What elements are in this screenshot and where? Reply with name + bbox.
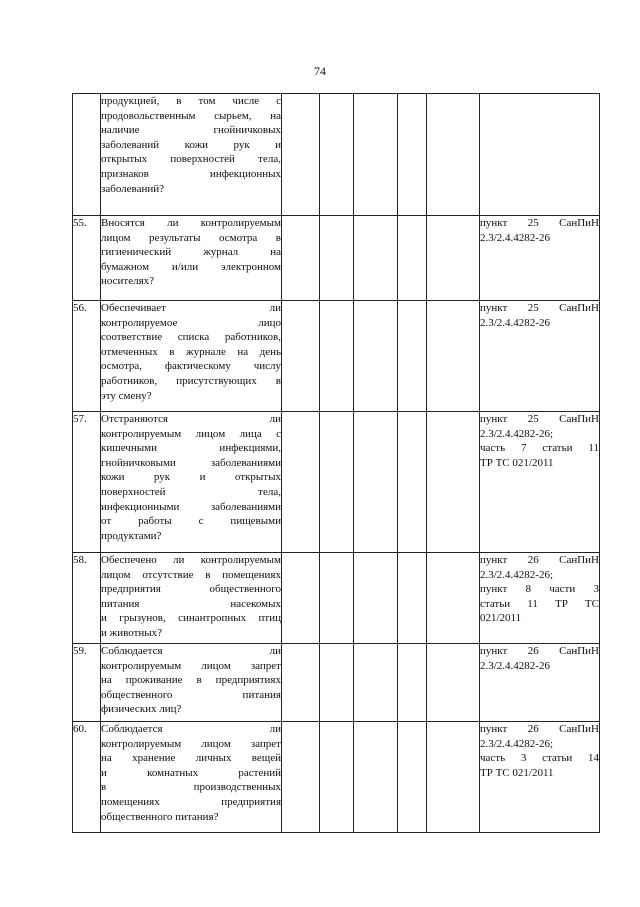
question-line: гнойничковыми заболеваниями [101, 456, 281, 469]
empty-cell [398, 412, 427, 553]
question-line: общественного питания? [101, 810, 219, 823]
empty-cell [354, 412, 398, 553]
reference-line: ТР ТС 021/2011 [480, 766, 554, 779]
empty-cell [282, 412, 320, 553]
empty-cell [282, 553, 320, 644]
table-row [73, 94, 600, 216]
reference-cell [480, 216, 600, 301]
empty-cell [320, 412, 354, 553]
empty-cell [398, 94, 427, 216]
empty-cell [354, 94, 398, 216]
reference-line: пункт 26 СанПиН [480, 723, 599, 735]
reference-cell [480, 94, 600, 216]
table-row [73, 644, 600, 722]
empty-cell [282, 722, 320, 833]
empty-cell [320, 644, 354, 722]
question-line: на проживание в предприятиях [101, 674, 281, 687]
item-number: 56. [73, 301, 101, 412]
empty-cell [398, 301, 427, 412]
empty-cell [354, 216, 398, 301]
question-cell [101, 412, 282, 553]
question-line: открытых поверхностей тела, [101, 153, 281, 166]
checklist-table [72, 93, 600, 833]
reference-line: 2.3/2.4.4282-26; [480, 427, 554, 440]
question-cell [101, 722, 282, 833]
question-line: Отстраняются ли [101, 413, 281, 425]
question-line: и грызунов, синантропных птиц [101, 612, 281, 625]
empty-cell [427, 722, 480, 833]
question-line: Соблюдается ли [101, 645, 281, 657]
reference-line: пункт 8 части 3 [480, 583, 599, 596]
page-number: 74 [314, 64, 326, 78]
empty-cell [398, 553, 427, 644]
question-line: лицом отсутствие в помещениях [101, 568, 281, 581]
empty-cell [320, 722, 354, 833]
question-line: работников, присутствующих в [101, 374, 281, 387]
item-number: 57. [73, 412, 101, 553]
question-line: кишечными инфекциями, [101, 442, 281, 455]
question-line: помещениях предприятия [101, 795, 281, 808]
question-line: носителях? [101, 275, 155, 288]
question-line: контролируемым лицом запрет [101, 737, 281, 750]
question-line: Вносятся ли контролируемым [101, 217, 281, 229]
item-number: 60. [73, 722, 101, 833]
reference-line: 2.3/2.4.4282-26; [480, 568, 554, 581]
empty-cell [282, 94, 320, 216]
reference-line: 2.3/2.4.4282-26 [480, 316, 550, 329]
question-line: от работы с пищевыми [101, 515, 281, 528]
item-number [73, 94, 101, 216]
question-line: осмотра, фактическому числу [101, 360, 281, 373]
question-line: контролируемое лицо [101, 316, 281, 329]
reference-line: 2.3/2.4.4282-26 [480, 659, 550, 672]
empty-cell [427, 412, 480, 553]
question-cell [101, 553, 282, 644]
question-cell [101, 644, 282, 722]
reference-line: 021/2011 [480, 612, 522, 625]
empty-cell [320, 301, 354, 412]
reference-cell [480, 412, 600, 553]
question-cell [101, 94, 282, 216]
question-line: соответствие списка работников, [101, 331, 281, 344]
question-line: Обеспечено ли контролируемым [101, 554, 281, 566]
reference-line: часть 7 статьи 11 [480, 442, 599, 455]
question-line: продуктами? [101, 529, 162, 542]
empty-cell [354, 722, 398, 833]
empty-cell [398, 216, 427, 301]
question-line: отмеченных в журнале на день [101, 345, 281, 358]
question-line: лицом результаты осмотра в [101, 231, 281, 244]
question-line: на хранение личных вещей [101, 752, 281, 765]
reference-line: пункт 26 СанПиН [480, 554, 599, 566]
empty-cell [427, 216, 480, 301]
reference-line: часть 3 статьи 14 [480, 752, 599, 765]
reference-line: пункт 25 СанПиН [480, 413, 599, 425]
question-cell [101, 216, 282, 301]
question-line: признаков инфекционных [101, 167, 281, 180]
table-row [73, 412, 600, 553]
question-line: заболеваний? [101, 182, 165, 195]
reference-cell [480, 722, 600, 833]
question-line: заболеваний кожи рук и [101, 138, 281, 151]
empty-cell [398, 644, 427, 722]
reference-cell [480, 644, 600, 722]
reference-cell [480, 301, 600, 412]
question-line: и животных? [101, 626, 163, 639]
question-line: общественного питания [101, 688, 281, 701]
reference-line: пункт 26 СанПиН [480, 645, 599, 657]
question-line: эту смену? [101, 389, 152, 402]
question-line: Обеспечивает ли [101, 302, 281, 314]
question-line: и комнатных растений [101, 766, 281, 779]
question-line: контролируемым лицом лица с [101, 427, 281, 440]
question-line: контролируемым лицом запрет [101, 659, 281, 672]
question-line: бумажном и/или электронном [101, 260, 281, 273]
question-line: продовольственным сырьем, на [101, 109, 281, 122]
table-row [73, 553, 600, 644]
empty-cell [282, 301, 320, 412]
question-line: кожи рук и открытых [101, 471, 281, 484]
empty-cell [320, 94, 354, 216]
reference-line: статьи 11 ТР ТС [480, 597, 599, 610]
question-line: Соблюдается ли [101, 723, 281, 735]
empty-cell [427, 94, 480, 216]
empty-cell [282, 216, 320, 301]
table-row [73, 216, 600, 301]
reference-line: 2.3/2.4.4282-26; [480, 737, 554, 750]
empty-cell [354, 301, 398, 412]
question-line: предприятия общественного [101, 583, 281, 596]
empty-cell [427, 301, 480, 412]
question-line: питания насекомых [101, 597, 281, 610]
question-line: инфекционными заболеваниями [101, 500, 281, 513]
table-row [73, 722, 600, 833]
question-cell [101, 301, 282, 412]
empty-cell [320, 216, 354, 301]
empty-cell [398, 722, 427, 833]
question-line: в производственных [101, 781, 281, 794]
empty-cell [320, 553, 354, 644]
question-line: поверхностей тела, [101, 485, 281, 498]
empty-cell [427, 553, 480, 644]
question-line: наличие гнойничковых [101, 124, 281, 137]
empty-cell [282, 644, 320, 722]
question-line: физических лиц? [101, 703, 182, 716]
empty-cell [354, 644, 398, 722]
item-number: 59. [73, 644, 101, 722]
reference-line: 2.3/2.4.4282-26 [480, 231, 550, 244]
empty-cell [354, 553, 398, 644]
reference-line: пункт 25 СанПиН [480, 217, 599, 229]
reference-cell [480, 553, 600, 644]
empty-cell [427, 644, 480, 722]
reference-line: ТР ТС 021/2011 [480, 456, 554, 469]
table-row [73, 301, 600, 412]
question-line: гигиенический журнал на [101, 246, 281, 259]
item-number: 58. [73, 553, 101, 644]
reference-line: пункт 25 СанПиН [480, 302, 599, 314]
item-number: 55. [73, 216, 101, 301]
question-line: продукцией, в том числе с [101, 95, 281, 107]
